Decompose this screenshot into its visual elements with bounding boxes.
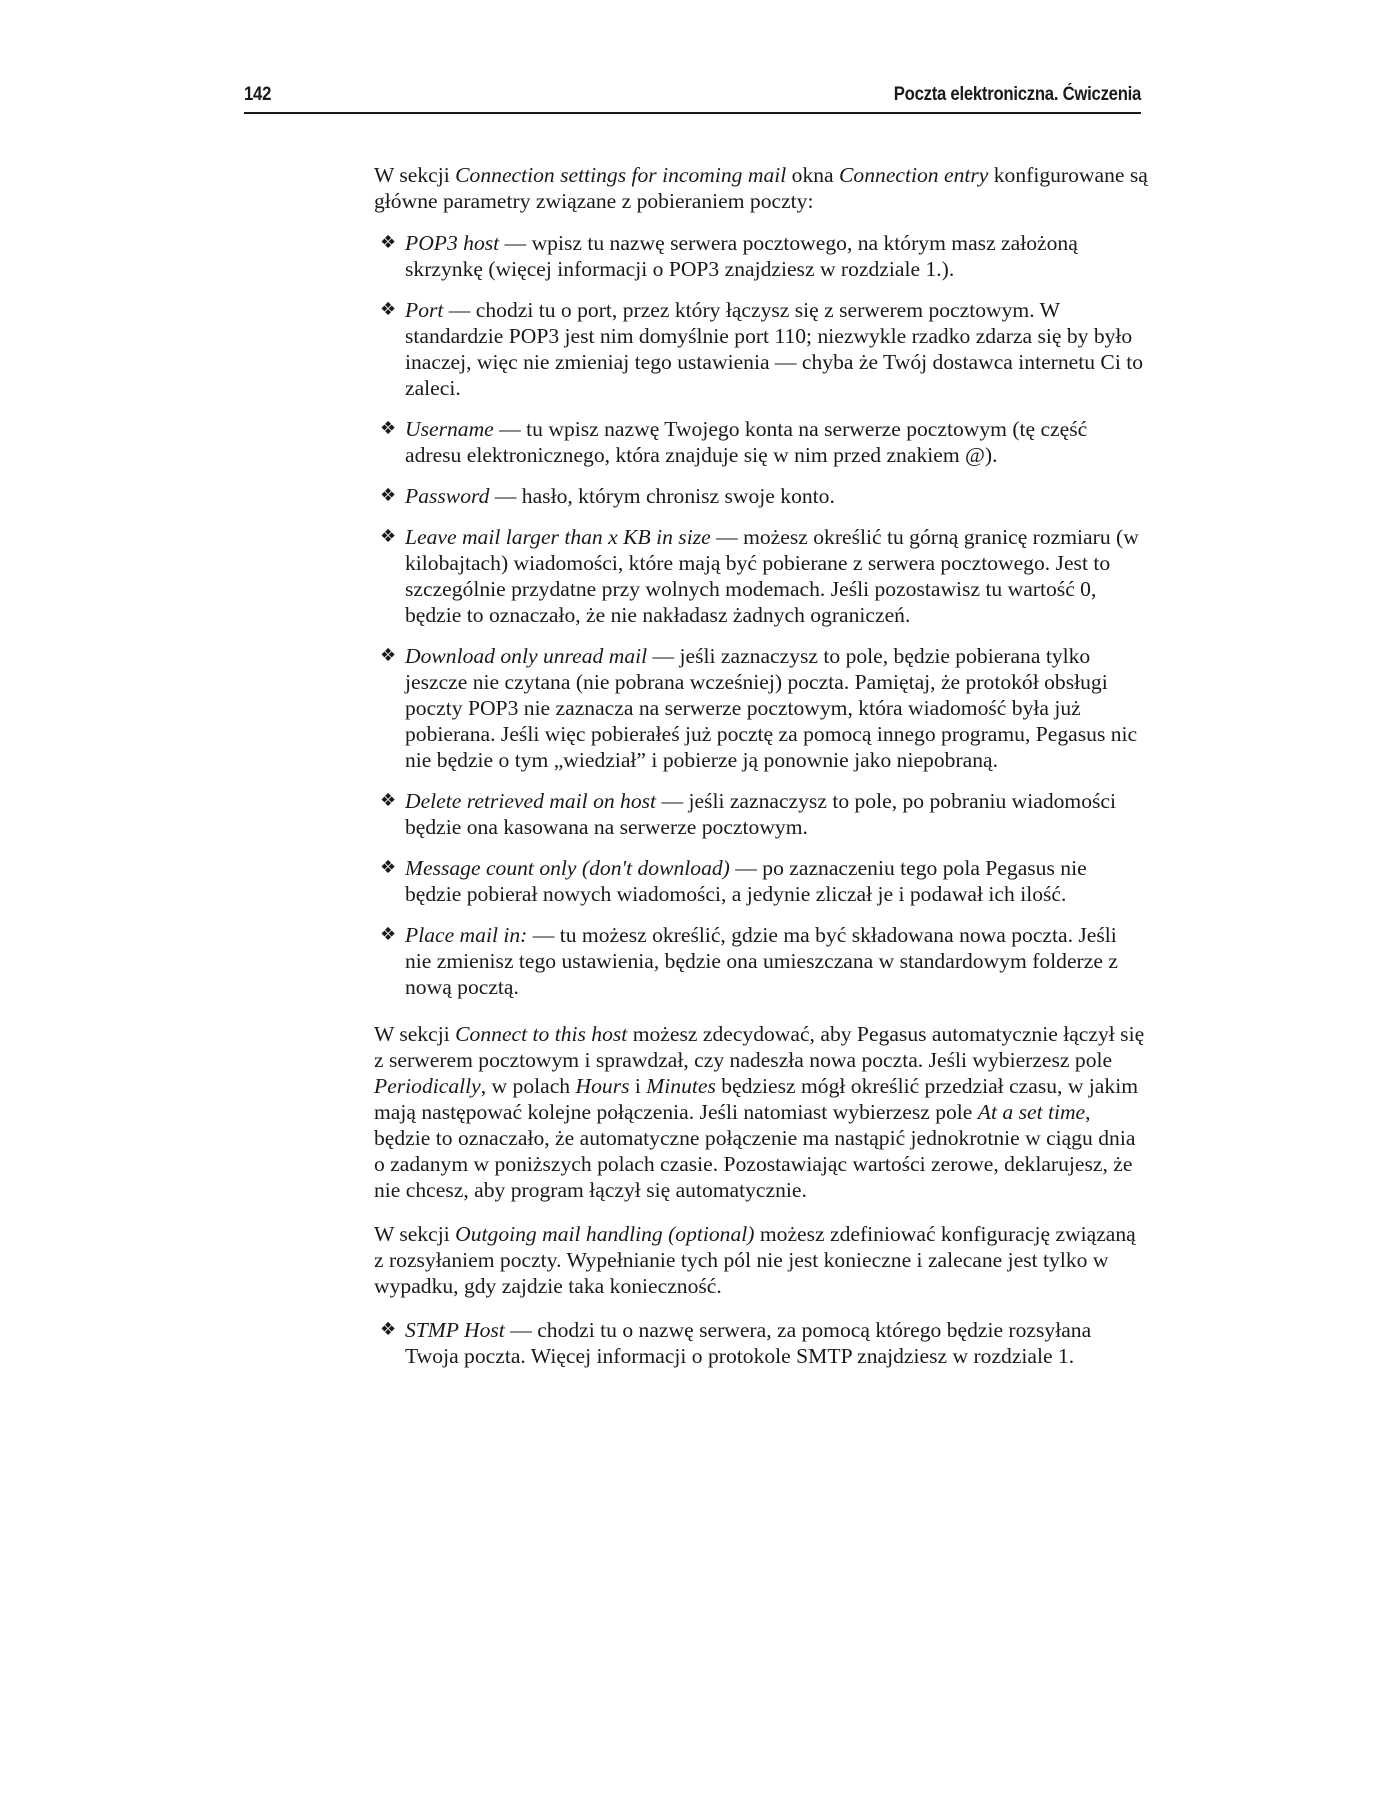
description: — tu wpisz nazwę Twojego konta na serwerze pocztowym (tę część adresu elektronicznego, która znajduje się w nim przed znakiem @). <box>405 417 1088 467</box>
bullet-icon: ❖ <box>380 526 397 547</box>
description: — chodzi tu o nazwę serwera, za pomocą którego będzie rozsyłana Twoja poczta. Więcej informacji o protokole SMTP znajdziesz w rozdziale 1. <box>405 1318 1092 1368</box>
outgoing-paragraph <box>374 1221 1148 1299</box>
term: Username <box>405 417 494 441</box>
list-item <box>374 1317 1148 1369</box>
term: STMP Host <box>405 1318 505 1342</box>
term: Connection settings for incoming mail <box>455 163 787 187</box>
text: W sekcji <box>374 163 456 187</box>
text: i <box>629 1074 647 1098</box>
bullet-icon: ❖ <box>380 299 397 320</box>
list-item <box>374 922 1148 1000</box>
term: Place mail in: <box>405 923 528 947</box>
text: możesz zdefiniować konfigurację związaną z rozsyłaniem poczty. Wypełnianie tych pól nie jest konieczne i zalecane jest tylko w wypadku, gdy zajdzie taka konieczność. <box>374 1222 1136 1298</box>
description: — tu możesz określić, gdzie ma być składowana nowa poczta. Jeśli nie zmienisz tego ustawienia, będzie ona umieszczana w standardowym folderze z nową pocztą. <box>405 923 1118 999</box>
term: Connection entry <box>839 163 989 187</box>
description: — jeśli zaznaczysz to pole, będzie pobierana tylko jeszcze nie czytana (nie pobrana wcześniej) poczta. Pamiętaj, że protokół obsługi poczty POP3 nie zaznacza na serwerze pocztowym, która wiadomość była już pobierana. Jeśli więc pobierałeś już pocztę za pomocą innego programu, Pegasus nic nie będzie o tym „wiedział” i pobierze ją ponownie jako niepobraną. <box>405 644 1138 772</box>
term: Outgoing mail handling (optional) <box>455 1222 755 1246</box>
term: Minutes <box>646 1074 716 1098</box>
term: Periodically <box>374 1074 481 1098</box>
description: — jeśli zaznaczysz to pole, po pobraniu wiadomości będzie ona kasowana na serwerze pocztowym. <box>405 789 1116 839</box>
term: Connect to this host <box>455 1022 628 1046</box>
text: będziesz mógł określić przedział czasu, w jakim mają następować kolejne połączenia. Jeśli natomiast wybierzesz pole <box>374 1074 1138 1124</box>
text: konfigurowane są główne parametry związane z pobieraniem poczty: <box>374 163 1148 213</box>
bullet-icon: ❖ <box>380 418 397 439</box>
description: — możesz określić tu górną granicę rozmiaru (w kilobajtach) wiadomości, które mają być pobierane z serwera pocztowego. Jest to szczególnie przydatne przy wolnych modemach. Jeśli pozostawisz tu wartość 0, będzie to oznaczało, że nie nakładasz żadnych ograniczeń. <box>405 525 1139 627</box>
bullet-icon: ❖ <box>380 857 397 878</box>
bullet-icon: ❖ <box>380 232 397 253</box>
text: , w polach <box>480 1074 576 1098</box>
list-item <box>374 483 1148 509</box>
description: — po zaznaczeniu tego pola Pegasus nie będzie pobierał nowych wiadomości, a jedynie zliczał je i podawał ich ilość. <box>405 856 1087 906</box>
list-item <box>374 297 1148 401</box>
running-title: Poczta elektroniczna. Ćwiczenia <box>893 84 1141 105</box>
term: Hours <box>575 1074 630 1098</box>
page-header <box>244 84 1141 114</box>
list-item <box>374 643 1148 773</box>
outgoing-settings-list <box>374 1317 1148 1369</box>
description: — chodzi tu o port, przez który łączysz się z serwerem pocztowym. W standardzie POP3 jest nim domyślnie port 110; niezwykle rzadko zdarza się by było inaczej, więc nie zmieniaj tego ustawienia — chyba że Twój dostawca internetu Ci to zaleci. <box>405 298 1144 400</box>
text: W sekcji <box>374 1222 456 1246</box>
list-item <box>374 230 1148 282</box>
page-body <box>374 162 1148 1384</box>
intro-paragraph <box>374 162 1148 214</box>
connect-paragraph <box>374 1021 1148 1203</box>
term: Message count only (don't download) <box>405 856 730 880</box>
term: Leave mail larger than x KB in size <box>405 525 711 549</box>
term: Port <box>405 298 444 322</box>
list-item <box>374 524 1148 628</box>
bullet-icon: ❖ <box>380 1319 397 1340</box>
page-number: 142 <box>244 84 272 105</box>
text: okna <box>786 163 840 187</box>
bullet-icon: ❖ <box>380 790 397 811</box>
text: W sekcji <box>374 1022 456 1046</box>
description: — wpisz tu nazwę serwera pocztowego, na którym masz założoną skrzynkę (więcej informacji o POP3 znajdziesz w rozdziale 1.). <box>405 231 1078 281</box>
description: — hasło, którym chronisz swoje konto. <box>489 484 835 508</box>
list-item <box>374 416 1148 468</box>
term: POP3 host <box>405 231 500 255</box>
term: Delete retrieved mail on host <box>405 789 657 813</box>
term: At a set time <box>977 1100 1086 1124</box>
term: Password <box>405 484 490 508</box>
bullet-icon: ❖ <box>380 924 397 945</box>
incoming-settings-list <box>374 230 1148 1000</box>
list-item <box>374 855 1148 907</box>
list-item <box>374 788 1148 840</box>
bullet-icon: ❖ <box>380 645 397 666</box>
text: możesz zdecydować, aby Pegasus automatycznie łączył się z serwerem pocztowym i sprawdzał, czy nadeszła nowa poczta. Jeśli wybierzesz pole <box>374 1022 1145 1072</box>
text: , będzie to oznaczało, że automatyczne połączenie ma nastąpić jednokrotnie w ciągu dnia o zadanym w poniższych polach czasie. Pozostawiając wartości zerowe, deklarujesz, że nie chcesz, aby program łączył się automatycznie. <box>374 1100 1136 1202</box>
bullet-icon: ❖ <box>380 485 397 506</box>
term: Download only unread mail <box>405 644 648 668</box>
